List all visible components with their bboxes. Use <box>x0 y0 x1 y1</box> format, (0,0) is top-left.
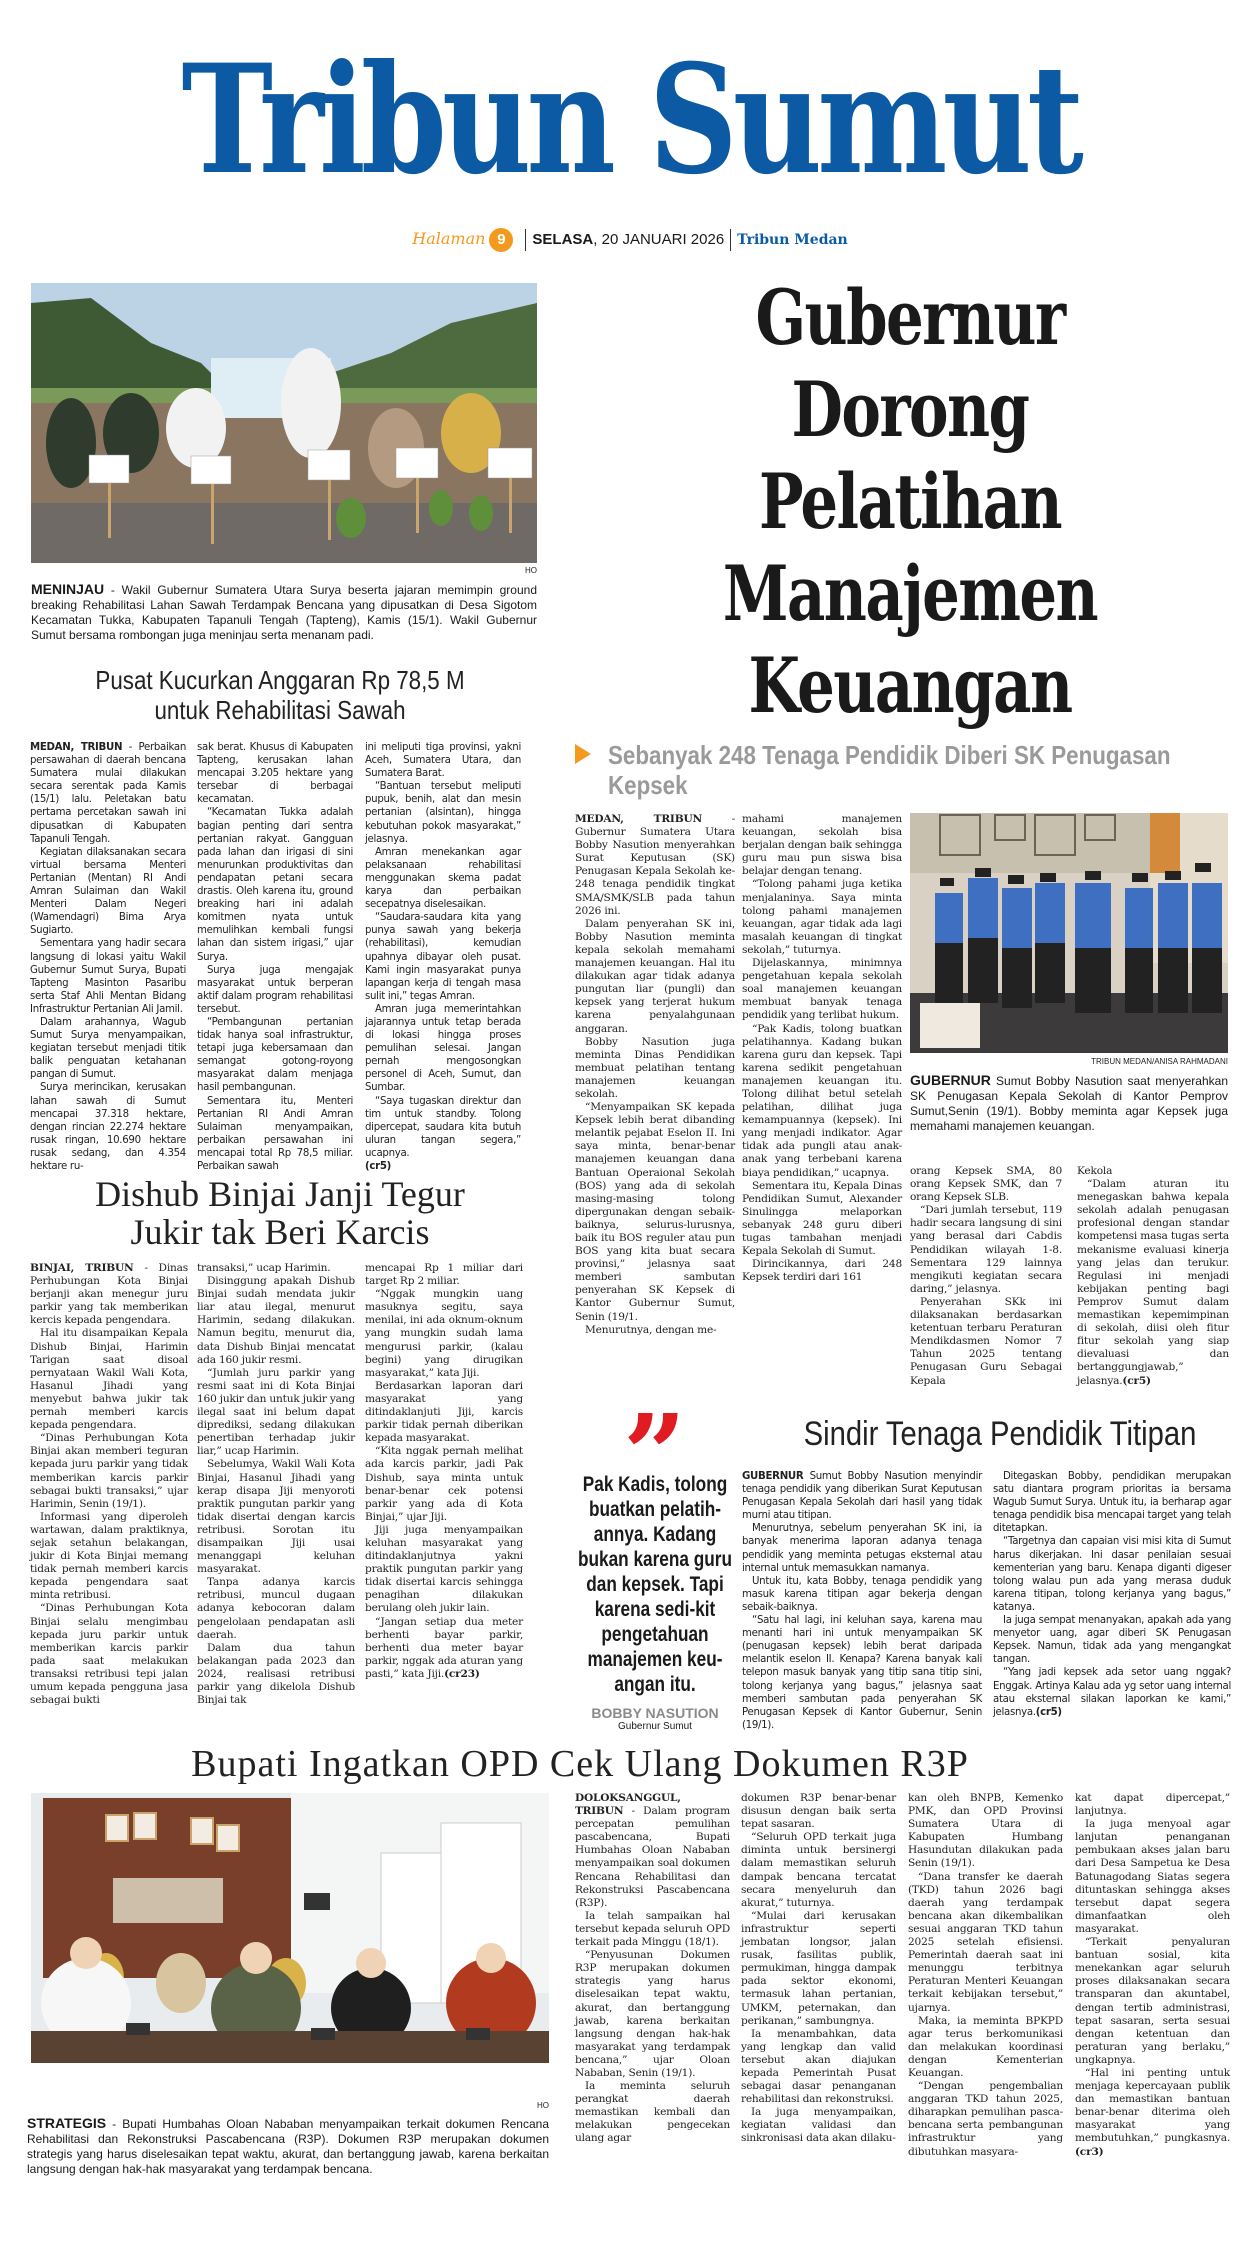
page-label: Halaman <box>412 229 486 248</box>
paragraph: “Dari jumlah tersebut, 119 hadir secara langsung di sini yang berasal dari Cabdis Pendidikan wilayah 1-8. Sementara 129 lainnya mengikuti kegiatan secara daring,” jelasnya. <box>910 1204 1062 1295</box>
paragraph: ini meliputi tiga provinsi, yakni Aceh, Sumatera Utara, dan Sumatera Barat. <box>365 742 521 780</box>
photo-credit: HO <box>537 2101 549 2110</box>
paragraph: dokumen R3P benar-benar disusun dengan baik serta tepat sasaran. <box>741 1792 896 1831</box>
signoff: (cr3) <box>1075 2145 1104 2158</box>
binjai-column-1 <box>30 1262 188 1707</box>
lead-word: GUBERNUR <box>742 1471 804 1482</box>
rice-field-image <box>31 283 537 563</box>
paragraph: Dijelaskannya, minimnya pengetahuan kepala sekolah soal manajemen keuangan membuat banyak tenaga pendidik yang terlibat hukum. <box>742 957 902 1022</box>
paragraph: Ia juga menyampaikan, kegiatan validasi dan sinkronisasi data akan dilaku- <box>741 2106 896 2145</box>
paragraph: mencapai Rp 1 miliar dari target Rp 2 miliar. <box>365 1262 523 1288</box>
paragraph: Informasi yang diperoleh wartawan, dalam praktiknya, sejak setahun belakangan, jukir di Kota Binjai memang tidak pernah memberi karcis kepada pengendara saat minta retribusi. <box>30 1510 188 1602</box>
paragraph: mahami manajemen keuangan, sekolah bisa berjalan dengan baik sehingga guru mau pun siswa bisa belajar dengan tenang. <box>742 813 902 878</box>
headline-line: Gubernur Dorong <box>755 273 1065 454</box>
main-column-4 <box>1077 1165 1229 1388</box>
paragraph: Hal itu disampaikan Kepala Dishub Binjai, Harimin Tarigan saat disoal pernyataan Wakil Wali Kota, Hasanul Jihadi yang menyebut bahwa jukir tak pernah memberi karcis kepada pengendara. <box>30 1327 188 1432</box>
photo-r3p-meeting <box>31 1793 549 2063</box>
photo-rice-planting <box>31 283 537 563</box>
paragraph: “Saudara-saudara kita yang punya sawah yang bekerja (rehabilitasi), kemudian upahnya dibayar oleh pusat. Kami ingin masyarakat punya lapangan kerja di tengah masa sulit ini,” tegas Amran. <box>365 912 521 1002</box>
paragraph: Kegiatan dilaksanakan secara virtual bersama Menteri Pertanian (Mentan) RI Andi Amran Sulaiman dan Wakil Menteri Dalam Negeri (Wamendagri) Bima Arya Sugiarto. <box>30 846 186 937</box>
headline-line: Manajemen <box>722 549 1098 638</box>
paragraph: Amran menekankan agar pelaksanaan rehabilitasi menggunakan skema padat karya dan perbaikan secepatnya diselesaikan. <box>365 846 521 911</box>
caption-lead: STRATEGIS <box>27 2115 107 2131</box>
paragraph: “Yang jadi kepsek ada setor uang nggak? Enggak. Artinya Kalau ada yg setor uang internal atau eksternal silakan laporkan ke kami,” jelasnya. <box>993 1667 1231 1718</box>
caption-text: - Wakil Gubernur Sumatera Utara Surya beserta jajaran memimpin ground breaking Rehabilitasi Lahan Sawah Terdampak Bencana yang dipusatkan di Desa Sigotom Kecamatan Tukka, Kabupaten Tapanuli Tengah (Tapteng), Kamis (15/1). Wakil Gubernur Sumut bersama rombongan juga meninjau serta menanam padi. <box>31 583 537 642</box>
paragraph: Surya merincikan, kerusakan lahan sawah di Sumut mencapai 37.318 hektare, dengan rincian 22.274 hektare rusak ringan, 10.690 hektare rusak sedang, dan 4.354 hektare ru- <box>30 1082 186 1172</box>
signoff: (cr5) <box>1035 1706 1062 1718</box>
headline-line: Pelatihan <box>758 457 1062 546</box>
quote-mark-icon <box>575 1410 735 1468</box>
dateline: DOLOKSANGGUL, TRIBUN <box>575 1792 681 1818</box>
paragraph: “Jangan setiap dua meter berhenti bayar parkir, berhenti dua meter bayar parkir, nggak ada aturan yang pasti,” kata Jiji. <box>365 1615 523 1680</box>
paragraph: “Satu hal lagi, ini keluhan saya, karena mau menanti hari ini untuk menyampaikan SK (penugasan kepsek) lebih berat daripada melantik eselon II. Kenapa? Karena banyak kali telepon masuk banyak yang titip sana titip sini, tolong kerjanya yang bagus,” jelasnya saat memberi sambutan pada penyerahan SK Penugasan Kepsek di Kantor Gubernur, Senin (19/1). <box>742 1615 982 1731</box>
paragraph: Ia meminta seluruh perangkat daerah memastikan kembali dan melakukan pengecekan ulang agar <box>575 2080 730 2145</box>
headline-line: Dishub Binjai Janji Tegur <box>95 1174 465 1214</box>
paragraph: “Kita nggak pernah melihat ada karcis parkir, jadi Pak Dishub, saya minta untuk benar-benar cek potensi parkir yang ada di Kota Binjai,” ujar Jiji. <box>365 1445 523 1523</box>
paragraph: Sementara itu, Menteri Pertanian RI Andi Amran Sulaiman menyampaikan, perbaikan persawahan ini mencapai total Rp 78,5 miliar. Perbaikan sawah <box>197 1095 353 1172</box>
binjai-column-3 <box>365 1262 523 1681</box>
paragraph: Dalam arahannya, Wagub Sumut Surya menyampaikan, kegiatan tersebut menjadi titik balik penguatan ketahanan pangan di Sumut. <box>30 1016 186 1081</box>
paragraph: “Pembangunan pertanian tidak hanya soal infrastruktur, tetapi juga kebersamaan dan semangat gotong-royong masyarakat dalam menjaga hasil pembangunan. <box>197 1016 353 1094</box>
caption-lead: MENINJAU <box>31 581 105 597</box>
paragraph: “Terkait penyaluran bantuan sosial, kita menekankan agar seluruh proses dilaksanakan secara transparan dan akuntabel, dengan tertib administrasi, tepat sasaran, serta sesuai dengan ketentuan dan peraturan yang berlaku,” ungkapnya. <box>1075 1936 1230 2066</box>
paragraph: Ia menambahkan, data yang lengkap dan valid tersebut akan diajukan kepada Pemerintah Pusat sebagai dasar penanganan rehabilitasi dan rekonstruksi. <box>741 2027 896 2106</box>
paragraph: “Hal ini penting untuk menjaga kepercayaan publik dan memastikan bantuan benar-benar diterima oleh masyarakat yang membutuhkan,” pungkasnya. <box>1075 2066 1230 2145</box>
headline-rice <box>39 665 521 725</box>
paragraph: Sebelumya, Wakil Wali Kota Binjai, Hasanul Jihadi yang kerap disapa Jiji menyoroti praktik pungutan parkir yang tidak disertai dengan karcis retribusi. Sorotan itu disampaikan Jiji usai menanggapi keluhan masyarakat. <box>197 1458 355 1576</box>
paragraph: kan oleh BNPB, Kemenko PMK, dan OPD Provinsi Sumatera Utara di Kabupaten Humbang Hasundutan dilakukan pada Senin (19/1). <box>908 1792 1063 1870</box>
paragraph: “Targetnya dan capaian visi misi kita di Sumut harus dikerjakan. Ini dasar penilaian sesuai kementerian yang baru. Kenapa diganti digeser tolong walau pun ada yang merasa duduk karena titipan, tolong kerjanya yang bagus,” katanya. <box>993 1536 1231 1613</box>
paragraph: - Dalam program percepatan pemulihan pascabencana, Bupati Humbahas Oloan Nababan menyampaikan soal dokumen Rencana Rehabilitasi dan Rekonstruksi Pascabencana (R3P). <box>575 1805 730 1909</box>
paragraph: Sementara yang hadir secara langsung di lokasi yaitu Wakil Gubernur Sumut Surya, Bupati Tapteng Masinton Pasaribu serta Staf Ahli Mentan Bidang Infrastruktur Pertanian Ali Jamil. <box>30 938 186 1015</box>
caption-lead: GUBERNUR <box>910 1072 991 1088</box>
paragraph: orang Kepsek SMA, 80 orang Kepsek SMK, dan 7 orang Kepsek SLB. <box>910 1165 1062 1204</box>
titipan-column-2 <box>993 1470 1231 1719</box>
signoff: (cr23) <box>444 1667 480 1680</box>
paragraph: Tanpa adanya karcis retribusi, muncul dugaan adanya kebocoran dalam pengelolaan pendapatan asli daerah. <box>197 1576 355 1641</box>
paragraph: kat dapat dipercepat,” lanjutnya. <box>1075 1792 1230 1818</box>
paragraph: “Dana transfer ke daerah (TKD) tahun 2026 bagi daerah yang terdampak bencana akan dikembalikan sesuai anggaran TKD tahun 2025 setelah efisiensi. Pemerintah daerah saat ini menunggu terbitnya Peraturan Menteri Keuangan terkait kebijakan tersebut,” ujarnya. <box>908 1870 1063 2014</box>
headline-titipan <box>776 1415 1223 1453</box>
paragraph: Untuk itu, kata Bobby, tenaga pendidik yang masuk karena titipan agar bekerja dengan sebaik-baiknya. <box>742 1575 982 1613</box>
paragraph: “Dengan pengembalian anggaran TKD tahun 2025, diharapkan pemulihan pasca-bencana serta pembangunan infrastruktur yang dibutuhkan masyara- <box>908 2080 1063 2158</box>
pull-quote-role: Gubernur Sumut <box>618 1721 692 1732</box>
paragraph: Ia telah sampaikan hal tersebut kepada seluruh OPD terkait pada Minggu (18/1). <box>575 1909 730 1949</box>
paragraph: Surya juga mengajak masyarakat untuk berperan aktif dalam program rehabilitasi tersebut. <box>197 964 353 1015</box>
paragraph: Dirincikannya, dari 248 Kepsek terdiri dari 161 <box>742 1258 902 1284</box>
paragraph: “Dalam aturan itu menegaskan bahwa kepala sekolah adalah penugasan profesional dengan standar kompetensi masa tugas serta mekanisme evaluasi kinerja yang jelas dan terukur. Regulasi ini menjadi kebijakan penting bagi Pemprov Sumut dalam memastikan kepemimpinan di sekolah, diisi oleh fitur fitur sekolah yang siap dievaluasi dan bertanggungjawab,” jelasnya. <box>1077 1178 1229 1387</box>
paragraph: “Saya tugaskan direktur dan tim untuk standby. Tolong dipercepat, saudara kita butuh uluran tangan segera,” ucapnya. <box>365 1095 521 1159</box>
pull-quote-text: Pak Kadis, tolong buatkan pelatih-annya. Kadang bukan karena guru dan kepsek. Tapi karena sedi-kit pengetahuan manajemen keu-angan itu. <box>577 1473 733 1696</box>
paragraph: “Pak Kadis, tolong buatkan pelatihannya. Kadang bukan karena guru dan kepsek. Tapi karena sedikit pengetahuan manajemen keuangan itu. Tolong dilihat betul setelah pelatihan, dilihat juga kemampuannya (kepsek). Ini yang menjadi indikator. Agar tidak ada pungli atau anak-anak yang terbebani karena biaya pendidikan,” ucapnya. <box>742 1022 902 1179</box>
paragraph: Dalam penyerahan SK ini, Bobby Nasution meminta kepala sekolah memahami manajemen keuangan. Hal itu dilakukan agar tidak adanya pungutan liar (pungli) dan kepsek yang terjerat hukum karena penyalahgunaan anggaran. <box>575 917 735 1035</box>
paragraph: Ditegaskan Bobby, pendidikan merupakan satu diantara program prioritas ia bersama Wagub Sumut Surya. Untuk itu, ia berharap agar tenaga pendidik bisa mencapai target yang telah ditetapkan. <box>993 1471 1231 1535</box>
main-headline <box>637 272 1183 732</box>
paragraph: sak berat. Khusus di Kabupaten Tapteng, kerusakan lahan mencapai 3.205 hektare yang tersebar di berbagai kecamatan. <box>197 742 353 806</box>
page-number-badge: 9 <box>489 228 513 252</box>
binjai-column-2 <box>197 1262 355 1707</box>
ceremony-image <box>910 813 1228 1053</box>
caption-text: Sumut Bobby Nasution saat menyerahkan SK Penugasan Kepala Sekolah di Kantor Pemprov Sumut,Senin (19/1). Bobby meminta agar Kepsek juga memahami manajemen keuangan. <box>910 1074 1228 1133</box>
headline-line: untuk Rehabilitasi Sawah <box>154 695 406 725</box>
paragraph: “Dinas Perhubungan Kota Binjai selalu mengimbau kepada juru parkir untuk memberikan karcis parkir pada saat melakukan transaksi retribusi tepi jalan umum kepada pengguna jasa sebagai bukti <box>30 1602 188 1707</box>
headline-r3p <box>130 1745 1030 1783</box>
pull-quote <box>575 1410 735 1732</box>
photo-sk-ceremony <box>910 813 1228 1053</box>
date-label: , 20 JANUARI 2026 <box>593 231 725 248</box>
dateline: MEDAN, TRIBUN <box>575 813 702 825</box>
paragraph: Kekola <box>1077 1165 1113 1177</box>
paragraph: Disinggung apakah Dishub Binjai sudah mendata jukir liar atau ilegal, menurut Harimin, sedang dilakukan. Namun begitu, menurut dia, data Dishub Binjai mencatat ada 160 jukir resmi. <box>197 1275 355 1366</box>
signoff: (cr5) <box>1122 1374 1151 1387</box>
paragraph: “Jumlah juru parkir yang resmi saat ini di Kota Binjai 160 jukir dan untuk jukir yang ilegal saat ini belum dapat diprediksi, sedang dilakukan penertiban terhadap jukir liar,” ucap Harimin. <box>197 1366 355 1458</box>
rice-column-3 <box>365 741 521 1173</box>
masthead-info-bar <box>0 228 1260 252</box>
caption-text: - Bupati Humbahas Oloan Nababan menyampaikan terkait dokumen Rencana Rehabilitasi dan Rekonstruksi Pascabencana (R3P). Dokumen R3P merupakan dokumen strategis yang harus diselesaikan tepat waktu, akurat, dan bertanggung jawab, karena berkaitan langsung dengan hak-hak masyarakat yang terdampak bencana. <box>27 2117 549 2176</box>
paragraph: Bobby Nasution juga meminta Dinas Pendidikan membuat pelatihan tentang manajemen keuangan sekolah. <box>575 1035 735 1100</box>
dateline: MEDAN, TRIBUN <box>30 742 123 753</box>
paragraph: “Penyusunan Dokumen R3P merupakan dokumen strategis yang harus diselesaikan tepat waktu, akurat, dan bertanggung jawab, karena berkaitan langsung dengan hak-hak masyarakat yang terdampak bencana,” ujar Oloan Nababan, Senin (19/1). <box>575 1949 730 2079</box>
headline-line: Bupati Ingatkan OPD Cek Ulang Dokumen R3P <box>191 1743 969 1785</box>
main-column-2 <box>742 813 902 1284</box>
paragraph: - Gubernur Sumatera Utara Bobby Nasution menyerahkan Surat Keputusan (SK) Penugasan Kepala Sekolah ke-248 tenaga pendidik tingkat SMA/SMK/SLB pada tahun 2026 ini. <box>575 813 735 917</box>
headline-binjai <box>0 1175 560 1251</box>
subheadline <box>575 740 1235 800</box>
headline-line: Sindir Tenaga Pendidik Titipan <box>803 1415 1197 1453</box>
photo-credit: HO <box>525 566 537 575</box>
paragraph: Dalam dua tahun belakangan pada 2023 dan 2024, realisasi retribusi parkir yang dikelola Dishub Binjai tak <box>197 1641 355 1707</box>
paragraph: Ia juga sempat menanyakan, apakah ada yang menyetor uang, agar diberi SK Penugasan Kepsek. Namun, tidak ada yang mengangkat tangan. <box>993 1615 1231 1666</box>
sister-brand-logo: Tribun Medan <box>737 232 848 248</box>
headline-line: Jukir tak Beri Karcis <box>130 1212 430 1252</box>
paragraph: “Kecamatan Tukka adalah bagian penting dari sentra pertanian rakyat. Gangguan pada lahan dan irigasi di sini menurunkan produktivitas dan pendapatan petani secara drastis. Oleh karena itu, ground breaking hari ini adalah komitmen nyata untuk memulihkan kembali fungsi lahan dan sistem irigasi,” ujar Surya. <box>197 807 353 963</box>
paragraph: Jiji juga menyampaikan keluhan masyarakat yang ditindaklanjutnya yakni praktik pungutan parkir yang tidak disertai karcis sehingga penagihan dilakukan berulang oleh jukir lain. <box>365 1523 523 1615</box>
headline-line: Pusat Kucurkan Anggaran Rp 78,5 M <box>95 665 465 695</box>
paragraph: Maka, ia meminta BPKPD agar terus berkomunikasi dan melakukan koordinasi dengan Kementerian Keuangan. <box>908 2014 1063 2079</box>
day-label: SELASA <box>532 231 594 248</box>
photo-caption <box>31 582 537 643</box>
signoff: (cr5) <box>365 1161 391 1172</box>
paragraph: Ia juga menyoal agar lanjutan penanganan pembukaan akses jalan baru dari Desa Sampetua ke Desa Batunagodang Siatas segera dituntaskan sehingga akses tersebut dapat segera dimanfaatkan oleh masyarakat. <box>1075 1818 1230 1935</box>
paragraph: Sumut Bobby Nasution menyindir tenaga pendidik yang diberikan Surat Keputusan Penugasan Kepala Sekolah dari hasil yang tidak murni atau titipan. <box>742 1471 982 1522</box>
rice-column-2 <box>197 741 353 1173</box>
meeting-room-image <box>31 1793 549 2063</box>
divider <box>730 229 731 251</box>
paragraph: “Bantuan tersebut meliputi pupuk, benih, alat dan mesin pertanian (alsintan), hingga kebutuhan pokok masyarakat,” jelasnya. <box>365 781 521 845</box>
paragraph: Sementara itu, Kepala Dinas Pendidikan Sumut, Alexander Sinulingga melaporkan sebanyak 248 guru diberi tugas tambahan menjadi Kepala Sekolah di Sumut. <box>742 1179 902 1258</box>
paragraph: Menurutnya, sebelum penyerahan SK ini, ia banyak menerima laporan adanya tenaga pendidik yang meminta petugas eksternal atau internal untuk memasukkan namanya. <box>742 1523 982 1574</box>
r3p-column-4 <box>1075 1792 1230 2159</box>
r3p-column-1 <box>575 1792 730 2146</box>
masthead-logo: Tribun Sumut <box>181 32 1079 208</box>
paragraph: Berdasarkan laporan dari masyarakat yang ditindaklanjuti Jiji, karcis parkir tidak pernah diberikan kepada masyarakat. <box>365 1379 523 1445</box>
divider <box>525 229 526 251</box>
paragraph: “Nggak mungkin uang masuknya segitu, saya menilai, ini ada oknum-oknum yang mungkin sudah lama mengurusi parkir, (kalau begini) yang dirugikan masyarakat,” kata Jiji. <box>365 1288 523 1379</box>
paragraph: “Tolong pahami juga ketika menjalaninya. Saya minta tolong pahami manajemen keuangan, agar tidak ada lagi masalah keuangan di tingkat sekolah,” tuturnya. <box>742 878 902 956</box>
paragraph: transaksi,” ucap Harimin. <box>197 1262 331 1274</box>
pull-quote-name: BOBBY NASUTION <box>591 1705 719 1721</box>
titipan-column-1 <box>742 1470 982 1732</box>
paragraph: - Dinas Perhubungan Kota Binjai berjanji akan menegur juru parkir yang tak memberikan kercis kepada pengendara. <box>30 1262 188 1327</box>
paragraph: Amran juga memerintahkan jajarannya untuk tetap berada di lokasi hingga proses pemulihan selesai. Jangan pernah mengosongkan personel di Aceh, Sumut, dan Sumbar. <box>365 1003 521 1094</box>
photo-caption <box>27 2116 549 2177</box>
triangle-bullet-icon <box>575 744 591 764</box>
paragraph: “Dinas Perhubungan Kota Binjai akan memberi teguran kepada juru parkir yang tidak memberikan karcis parkir sebagai bukti transaksi,” ujar Harimin, Senin (19/1). <box>30 1432 188 1510</box>
subheadline-text: Sebanyak 248 Tenaga Pendidik Diberi SK Penugasan Kepsek <box>608 740 1171 800</box>
headline-line: Keuangan <box>748 641 1072 730</box>
main-column-1 <box>575 813 735 1337</box>
paragraph: “Mulai dari kerusakan infrastruktur seperti jembatan longsor, jalan rusak, fasilitas publik, permukiman, hingga dampak pada sektor ekonomi, termasuk lahan pertanian, UMKM, peternakan, dan perikanan,” sambungnya. <box>741 1909 896 2027</box>
rice-column-1 <box>30 741 186 1173</box>
r3p-column-3 <box>908 1792 1063 2159</box>
photo-credit: TRIBUN MEDAN/ANISA RAHMADANI <box>1091 1057 1228 1066</box>
paragraph: “Menyampaikan SK kepada Kepsek lebih berat dibanding melantik pejabat Eselon II. Ini saya minta, benar-benar manajemen keuangan dana Bantuan Operaional Sekolah (BOS) yang ada di sekolah masing-masing tolong dipergunakan dengan sebaik-baiknya, selurus-lurusnya, baik itu BOS reguler atau pun BOS yang kita buat secara provinsi,” jelasnya saat memberi sambutan penyerahan SK Kepsek di Kantor Gubernur Sumut, Senin (19/1. <box>575 1101 735 1323</box>
paragraph: Menurutnya, dengan me- <box>585 1323 717 1336</box>
photo-caption <box>910 1073 1228 1134</box>
dateline: BINJAI, TRIBUN <box>30 1262 134 1274</box>
paragraph: “Seluruh OPD terkait juga diminta untuk bersinergi dalam memastikan seluruh dampak bencana tercatat secara menyeluruh dan akurat,” tuturnya. <box>741 1831 896 1909</box>
paragraph: Penyerahan SKk ini dilaksanakan berdasarkan ketentuan terbaru Peraturan Mendikdasmen Nomor 7 Tahun 2025 tentang Penugasan Guru Sebagai Kepala <box>910 1295 1062 1387</box>
r3p-column-2 <box>741 1792 896 2146</box>
masthead <box>0 32 1260 208</box>
paragraph: - Perbaikan persawahan di daerah bencana Sumatera mulai dilakukan secara serentak pada Kamis (15/1) lalu. Peletakan batu pertama percetakan sawah ini dipusatkan di Kabupaten Tapanuli Tengah. <box>30 742 186 845</box>
main-column-3 <box>910 1165 1062 1388</box>
